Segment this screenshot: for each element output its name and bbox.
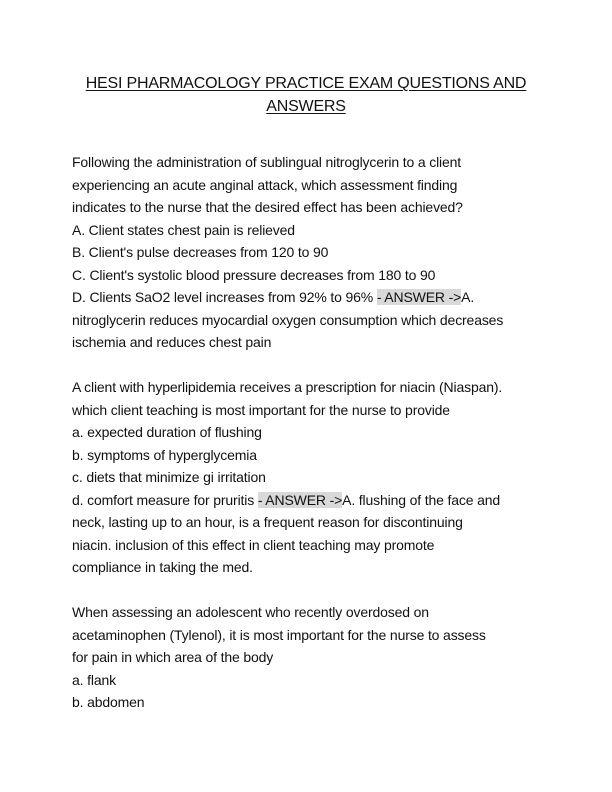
answer-option: a. expected duration of flushing: [72, 424, 262, 440]
question-block-2: [72, 376, 540, 579]
document-title: [72, 72, 540, 118]
question-stem-line: A client with hyperlipidemia receives a prescription for niacin (Niaspan).: [72, 379, 503, 395]
answer-marker: - ANSWER ->: [257, 491, 343, 508]
answer-text-start: A.: [461, 289, 475, 305]
answer-marker: - ANSWER ->: [376, 289, 462, 305]
answer-option-text: d. comfort measure for pruritis: [72, 491, 258, 508]
answer-option-text: D. Clients SaO2 level increases from 92% to 96%: [72, 289, 377, 305]
question-stem-line: acetaminophen (Tylenol), it is most important for the nurse to assess: [72, 626, 486, 643]
answer-rationale-line: nitroglycerin reduces myocardial oxygen consumption which decreases: [72, 311, 504, 328]
question-stem-line: for pain in which area of the body: [72, 649, 274, 665]
answer-text-start: A. flushing of the face and: [342, 491, 500, 508]
question-block-1: [72, 151, 540, 354]
answer-option: a. flank: [72, 671, 116, 688]
answer-option: b. symptoms of hyperglycemia: [72, 446, 257, 463]
answer-rationale-line: ischemia and reduces chest pain: [72, 334, 272, 350]
question-stem-line: When assessing an adolescent who recently overdosed on: [72, 604, 429, 620]
question-block-3: [72, 601, 540, 714]
answer-option-last: [72, 286, 540, 309]
answer-rationale-line: compliance in taking the med.: [72, 559, 253, 575]
question-stem-line: which client teaching is most important for the nurse to provide: [72, 401, 450, 418]
answer-option: B. Client's pulse decreases from 120 to 90: [72, 244, 329, 260]
question-stem-line: indicates to the nurse that the desired effect has been achieved?: [72, 199, 463, 215]
answer-option: c. diets that minimize gi irritation: [72, 469, 266, 485]
question-stem-line: Following the administration of sublingual nitroglycerin to a client: [72, 154, 462, 170]
answer-option: b. abdomen: [72, 694, 145, 710]
answer-rationale-line: niacin. inclusion of this effect in client teaching may promote: [72, 536, 435, 553]
answer-option: A. Client states chest pain is relieved: [72, 221, 295, 238]
title-line-2: ANSWERS: [266, 98, 346, 115]
answer-option: C. Client's systolic blood pressure decreases from 180 to 90: [72, 266, 436, 283]
question-stem-line: experiencing an acute anginal attack, which assessment finding: [72, 176, 458, 193]
title-line-1: HESI PHARMACOLOGY PRACTICE EXAM QUESTIONS AND: [85, 75, 527, 92]
answer-rationale-line: neck, lasting up to an hour, is a frequent reason for discontinuing: [72, 514, 463, 530]
answer-option-last: [72, 489, 540, 512]
